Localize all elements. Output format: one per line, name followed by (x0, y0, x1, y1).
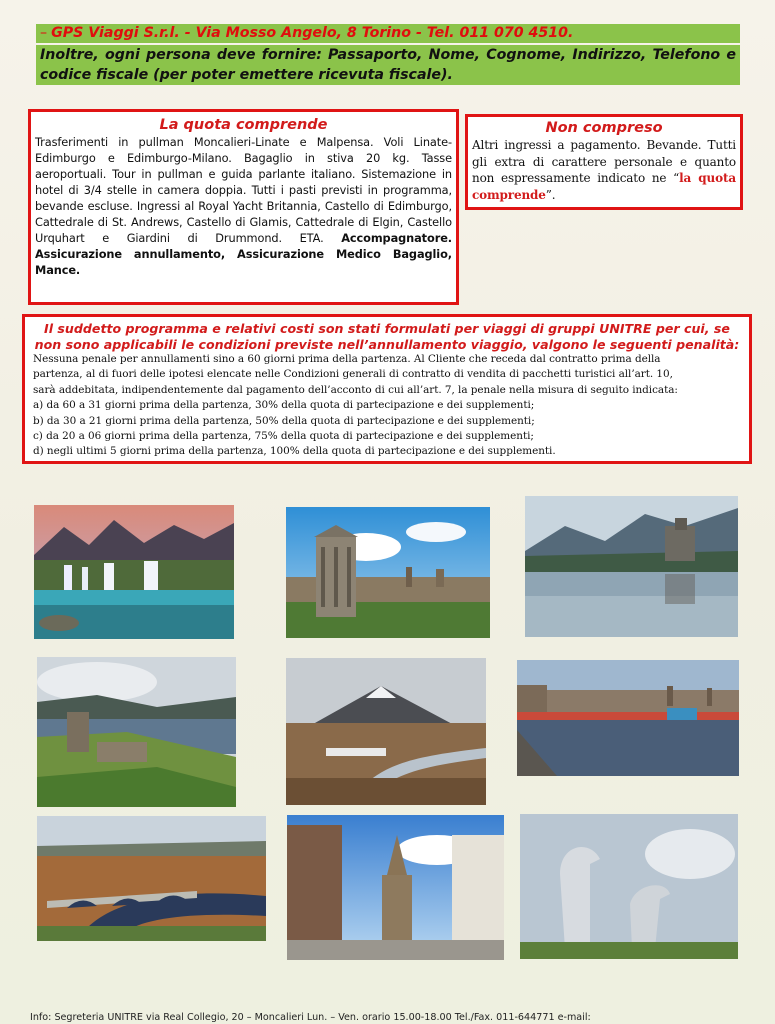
footer-info: Info: Segreteria UNITRE via Real Collegio, 20 – Moncalieri Lun. – Ven. orario 15.00-18.00 Tel./Fax. 011-644771 e-mail: (30, 1012, 591, 1023)
photo-glencoe-valley (286, 658, 486, 805)
photo-river-bridge (37, 816, 266, 941)
penali-line: partenza, al di fuori delle ipotesi elencate nelle Condizioni generali di contratto di vendita di pacchetti turistici all’art. 10, (33, 368, 673, 381)
documents-required-text: Inoltre, ogni persona deve fornire: Passaporto, Nome, Cognome, Indirizzo, Telefono e codice fiscale (per poter emettere ricevuta fiscale). (40, 47, 736, 83)
photo-kelpies (520, 814, 738, 959)
photo-edinburgh-monument (286, 507, 490, 638)
quota-comprende-text (35, 134, 452, 278)
non-compreso-highlight: la quota comprende (472, 171, 736, 202)
penali-line: Nessuna penale per annullamenti sino a 60 giorni prima della partenza. Al Cliente che receda dal contratto prima della (33, 353, 661, 365)
quota-comprende-title: La quota comprende (159, 117, 328, 133)
penali-line: b) da 30 a 21 giorni prima della partenza, 50% della quota di partecipazione e dei supplementi; (33, 414, 535, 427)
non-compreso-body: Altri ingressi a pagamento. Bevande. Tutti gli extra di carattere personale e quanto non espressamente indicato ne “ (472, 138, 736, 185)
penali-box (22, 314, 752, 464)
photo-urquhart-castle (37, 657, 236, 807)
photo-harbour (517, 660, 739, 776)
photo-city-street (287, 815, 504, 960)
agency-contact-text: GPS Viaggi S.r.l. - Via Mosso Angelo, 8 Torino - Tel. 011 070 4510. (51, 25, 574, 41)
penali-line: a) da 60 a 31 giorni prima della partenza, 30% della quota di partecipazione e dei supplementi; (33, 399, 535, 412)
agency-contact-bar: – GPS Viaggi S.r.l. - Via Mosso Angelo, 8 Torino - Tel. 011 070 4510. (36, 24, 740, 43)
photo-eilean-donan-castle (525, 496, 738, 637)
photo-waterfall (34, 505, 234, 639)
non-compreso-text (472, 137, 736, 203)
documents-required-bar (36, 45, 740, 85)
penali-line: sarà addebitata, indipendentemente dal pagamento dell’acconto di cui all’art. 7, la penale nella misura di seguito indicata: (33, 383, 678, 396)
quota-comprende-body: Trasferimenti in pullman Moncalieri-Linate e Malpensa. Voli Linate-Edimburgo e Edimburgo-Milano. Bagaglio in stiva 20 kg. Tasse aeroportuali. Tour in pullman e guida parlante italiano. Sistemazione in hotel di 3/4 stelle in camera doppia. Tutti i pasti previsti in programma, bevande escluse. Ingressi al Royal Yacht Britannia, Castello di Edimburgo, Cattedrale di St. Andrews, Castello di Glamis, Cattedrale di Elgin, Castello Urquhart e Giardini di Drummond. ETA. (35, 135, 452, 245)
quota-comprende-box (28, 109, 459, 305)
penali-line: d) negli ultimi 5 giorni prima della partenza, 100% della quota di partecipazione e dei supplementi. (33, 445, 556, 458)
non-compreso-box (465, 114, 743, 210)
penali-intro: Il suddetto programma e relativi costi son stati formulati per viaggi di gruppi UNITRE per cui, se non sono applicabili le condizioni previste nell’annullamento viaggio, valgono le seguenti penalità: (34, 321, 740, 352)
non-compreso-end: ”. (545, 187, 556, 202)
non-compreso-title: Non compreso (545, 120, 663, 136)
penali-line: c) da 20 a 06 giorni prima della partenza, 75% della quota di partecipazione e dei supplementi; (33, 430, 534, 443)
quota-comprende-bold: Accompagnatore. Assicurazione annullamento, Assicurazione Medico Bagaglio, Mance. (35, 231, 452, 277)
